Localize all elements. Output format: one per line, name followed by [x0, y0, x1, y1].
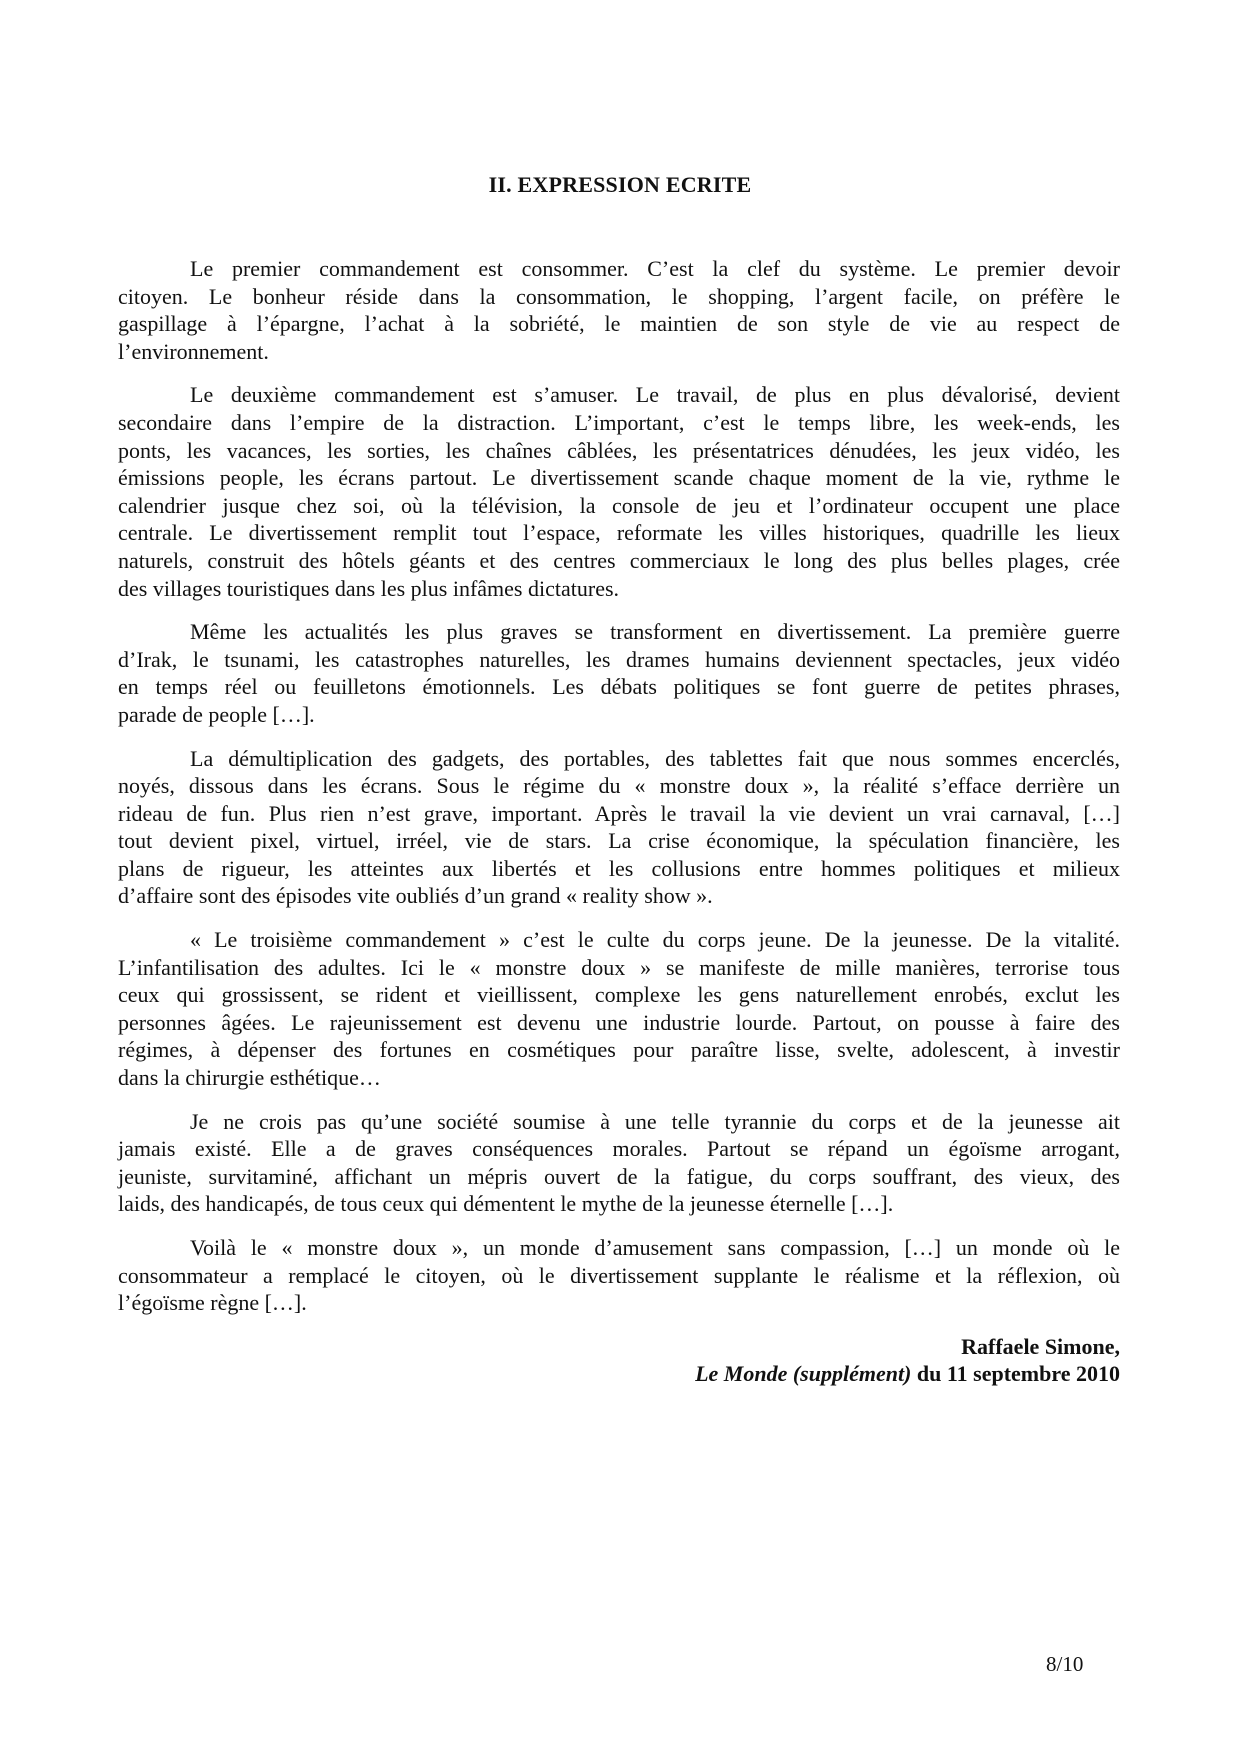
text-line: gaspillage à l’épargne, l’achat à la sobriété, le maintien de son style de vie au respect de [118, 311, 1120, 337]
text-line: noyés, dissous dans les écrans. Sous le régime du « monstre doux », la réalité s’efface derrière un [118, 773, 1120, 799]
text-line: laids, des handicapés, de tous ceux qui démentent le mythe de la jeunesse éternelle […]. [118, 1191, 894, 1217]
section-title: II. EXPRESSION ECRITE [488, 172, 752, 197]
text-line: l’égoïsme règne […]. [118, 1290, 307, 1316]
text-line: plans de rigueur, les atteintes aux libertés et les collusions entre hommes politiques et milieux [118, 855, 1120, 881]
source-date: du 11 septembre 2010 [911, 1361, 1120, 1387]
paragraph [118, 745, 1120, 911]
text-line: régimes, à dépenser des fortunes en cosmétiques pour paraître lisse, svelte, adolescent, à investir [118, 1037, 1120, 1063]
text-line: jamais existé. Elle a de graves conséquences morales. Partout se répand un égoïsme arrogant, [118, 1136, 1120, 1162]
text-line: jeuniste, survitaminé, affichant un mépris ouvert de la fatigue, du corps souffrant, des vieux, des [118, 1163, 1120, 1189]
signature-source [118, 1360, 1120, 1388]
text-line: Même les actualités les plus graves se transforment en divertissement. La première guerre [190, 619, 1120, 645]
page-number: 8/10 [1046, 1652, 1084, 1676]
paragraph [118, 926, 1120, 1092]
text-line: d’affaire sont des épisodes vite oubliés d’un grand « reality show ». [118, 883, 713, 909]
paragraph [118, 1234, 1120, 1317]
paragraph [118, 1108, 1120, 1218]
text-line: L’infantilisation des adultes. Ici le « monstre doux » se manifeste de mille manières, terrorise tous [118, 954, 1120, 980]
text-line: dans la chirurgie esthétique… [118, 1065, 381, 1091]
text-line: des villages touristiques dans les plus infâmes dictatures. [118, 575, 620, 601]
text-line: en temps réel ou feuilletons émotionnels. Les débats politiques se font guerre de petites phrases, [118, 674, 1120, 700]
text-line: l’environnement. [118, 338, 269, 364]
text-line: Voilà le « monstre doux », un monde d’amusement sans compassion, […] un monde où le [190, 1235, 1120, 1260]
text-line: centrale. Le divertissement remplit tout l’espace, reformate les villes historiques, quadrille les lieux [118, 520, 1120, 546]
text-line: La démultiplication des gadgets, des portables, des tablettes fait que nous sommes encerclés, [190, 745, 1120, 771]
text-line: secondaire dans l’empire de la distraction. L’important, c’est le temps libre, les week-ends, les [118, 409, 1120, 435]
text-line: tout devient pixel, virtuel, irréel, vie de stars. La crise économique, la spéculation financière, les [118, 828, 1120, 854]
source-publication: Le Monde (supplément) [695, 1361, 912, 1387]
text-line: Je ne crois pas qu’une société soumise à une telle tyrannie du corps et de la jeunesse ait [190, 1108, 1120, 1134]
text-line: Le premier commandement est consommer. C’est la clef du système. Le premier devoir [190, 256, 1120, 281]
paragraph [118, 255, 1120, 365]
text-line: Le deuxième commandement est s’amuser. Le travail, de plus en plus dévalorisé, devient [190, 382, 1120, 408]
article-body [118, 255, 1120, 1388]
text-line: émissions people, les écrans partout. Le divertissement scande chaque moment de la vie, rythme le [118, 465, 1120, 491]
text-line: ceux qui grossissent, se rident et vieillissent, complexe les gens naturellement enrobés, exclut les [118, 982, 1120, 1008]
paragraph [118, 618, 1120, 728]
signature-author: Raffaele Simone, [961, 1333, 1120, 1359]
text-line: citoyen. Le bonheur réside dans la consommation, le shopping, l’argent facile, on préfère le [118, 283, 1120, 309]
text-line: d’Irak, le tsunami, les catastrophes naturelles, les drames humains deviennent spectacles, jeux vidéo [118, 646, 1120, 672]
text-line: « Le troisième commandement » c’est le culte du corps jeune. De la jeunesse. De la vitalité. [190, 927, 1120, 953]
text-line: consommateur a remplacé le citoyen, où le divertissement supplante le réalisme et la réflexion, où [118, 1262, 1120, 1288]
text-line: rideau de fun. Plus rien n’est grave, important. Après le travail la vie devient un vrai carnaval, […] [118, 800, 1120, 826]
text-line: personnes âgées. Le rajeunissement est devenu une industrie lourde. Partout, on pousse à faire des [118, 1009, 1120, 1035]
text-line: ponts, les vacances, les sorties, les chaînes câblées, les présentatrices dénudées, les jeux vidéo, les [118, 437, 1120, 463]
text-line: calendrier jusque chez soi, où la télévision, la console de jeu et l’ordinateur occupent une place [118, 492, 1120, 518]
text-line: naturels, construit des hôtels géants et des centres commerciaux le long des plus belles plages, crée [118, 547, 1120, 573]
paragraph [118, 381, 1120, 602]
text-line: parade de people […]. [118, 701, 315, 727]
